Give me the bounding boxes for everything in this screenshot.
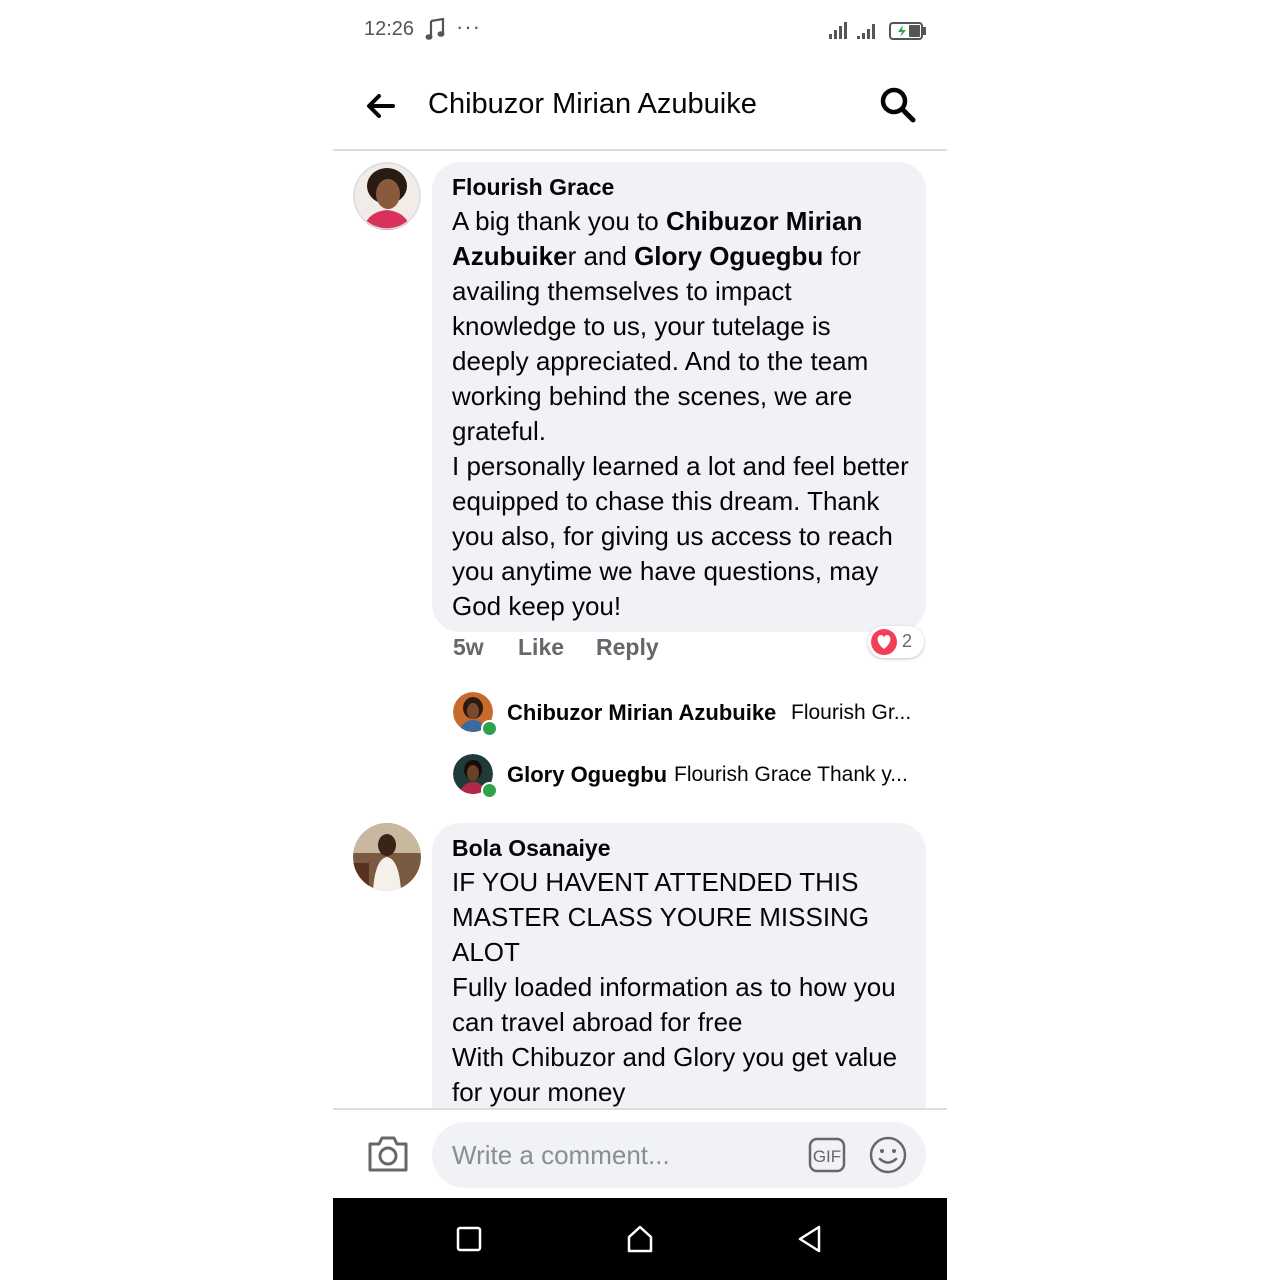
search-icon[interactable] xyxy=(879,86,917,124)
comment-bubble xyxy=(432,823,926,1153)
music-note-icon xyxy=(425,18,445,42)
comment-input[interactable] xyxy=(432,1122,926,1188)
recent-apps-icon[interactable] xyxy=(454,1224,484,1254)
reply-author: Chibuzor Mirian Azubuike xyxy=(507,700,777,725)
online-indicator xyxy=(481,720,498,737)
camera-icon[interactable] xyxy=(366,1134,410,1174)
app-header xyxy=(333,62,947,151)
signal-strength-icon xyxy=(829,20,853,40)
page-title: Chibuzor Mirian Azubuike xyxy=(428,88,757,120)
reply-preview[interactable] xyxy=(453,692,923,736)
svg-text:GIF: GIF xyxy=(812,1147,842,1166)
reply-snippet: Flourish Grace Thank y... xyxy=(674,763,908,786)
reaction-badge[interactable] xyxy=(868,626,924,658)
more-notifications-icon: ··· xyxy=(456,14,481,39)
battery-icon xyxy=(889,22,927,40)
home-icon[interactable] xyxy=(625,1224,655,1254)
gif-icon[interactable] xyxy=(808,1137,846,1173)
comment-text: A big thank you to Chibuzor Mirian Azubuiker and Glory Oguegbu for availing themselves to impact knowledge to us, your tutelage is deeply appreciated. And to the team working behind the scenes, we are grateful. I personally learned a lot and feel better equipped to chase this dream. Thank you also, for giving us access to reach you anytime we have questions, may God keep you! xyxy=(452,206,909,621)
commenter-avatar[interactable] xyxy=(353,162,421,230)
back-arrow-icon[interactable] xyxy=(365,90,397,122)
back-icon[interactable] xyxy=(795,1224,825,1254)
mention-link[interactable]: Glory Oguegbu xyxy=(634,241,824,271)
comment-author[interactable]: Flourish Grace xyxy=(452,174,615,200)
online-indicator xyxy=(481,782,498,799)
reply-author: Glory Oguegbu xyxy=(507,762,668,787)
like-button[interactable]: Like xyxy=(518,634,565,660)
reply-snippet: Flourish Gr... xyxy=(791,701,912,724)
commenter-avatar[interactable] xyxy=(353,823,421,891)
love-reaction-icon xyxy=(871,629,897,655)
phone-screen xyxy=(333,0,947,1280)
comment-input-placeholder: Write a comment... xyxy=(452,1140,670,1170)
reply-button[interactable]: Reply xyxy=(596,634,659,660)
comment-composer xyxy=(333,1108,947,1200)
comment-text: IF YOU HAVENT ATTENDED THIS MASTER CLASS YOURE MISSING ALOT Fully loaded information as to how you can travel abroad for free With Chibuzor and Glory you get value for your money xyxy=(452,867,898,1107)
comment-bubble xyxy=(432,162,926,632)
comment-timestamp: 5w xyxy=(453,634,484,660)
system-navigation-bar xyxy=(333,1198,947,1280)
reaction-count: 2 xyxy=(902,631,913,651)
emoji-icon[interactable] xyxy=(869,1136,907,1174)
reply-preview[interactable] xyxy=(453,754,923,798)
signal-strength-icon xyxy=(857,22,881,40)
mention-link[interactable]: Chibuzor Mirian Azubuike xyxy=(452,206,863,271)
status-bar xyxy=(333,0,947,62)
status-time: 12:26 xyxy=(364,18,415,40)
comment-author[interactable]: Bola Osanaiye xyxy=(452,835,611,861)
